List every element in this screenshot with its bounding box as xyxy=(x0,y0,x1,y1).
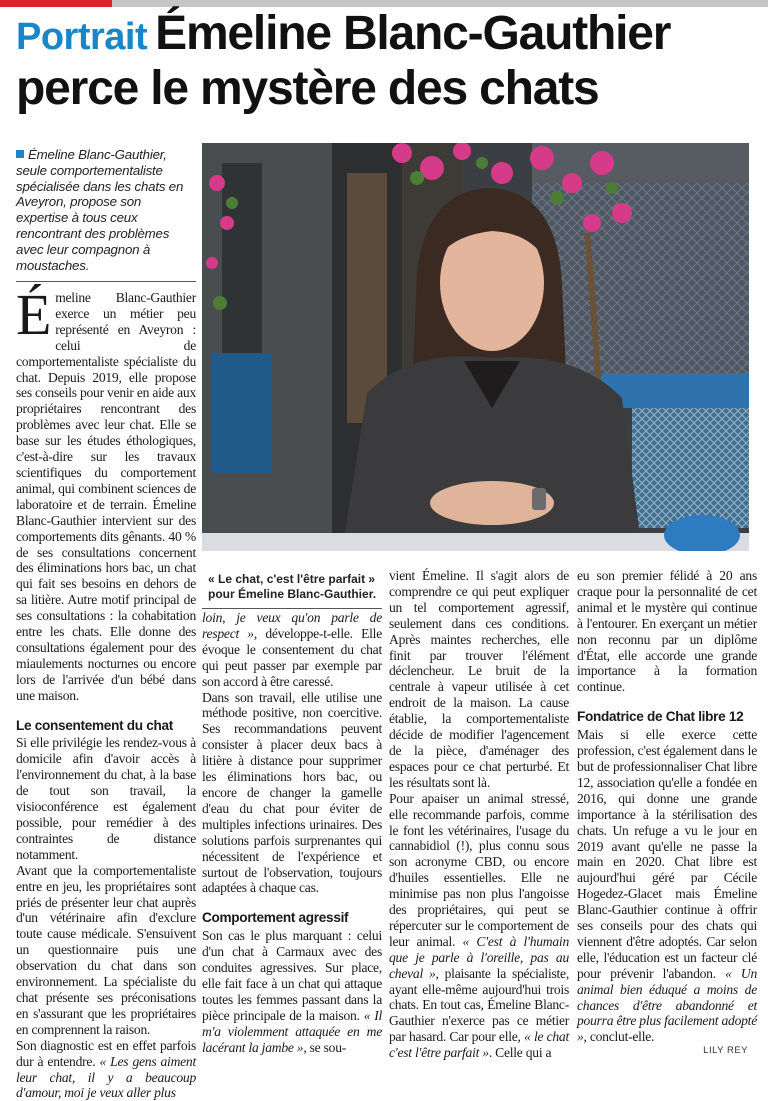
quote-text: « C'est à l'humain que je parle à l'oreille, pas au cheval » xyxy=(389,933,569,981)
paragraph xyxy=(16,1038,196,1101)
subheading-consent: Le consentement du chat xyxy=(16,717,174,733)
paragraph xyxy=(16,282,196,704)
subheading-founder: Fondatrice de Chat libre 12 xyxy=(577,709,744,725)
article-column-1 xyxy=(16,282,196,1101)
paragraph-text: , plaisante la spécialiste, ayant elle-même aujourd'hui trois chats. En tout cas, Émeline Blanc-Gauthier n'exerce pas ce métier par hasard. Car pour elle, xyxy=(389,965,569,1045)
headline-title: Émeline Blanc-Gauthier perce le mystère des chats xyxy=(16,7,671,115)
article-column-3 xyxy=(389,568,569,1061)
paragraph-text: Pour apaiser un animal stressé, elle recommande parfois, comme le font les vétérinaires, l'usage du cannabidiol (!), plus connu sous son acronyme CBD, ou encore d'huiles essentielles. Elle ne minimise pas non plus l'angoisse des propriétaires, qui peut se répercuter sur le comportement de leur animal. xyxy=(389,790,569,949)
quote-text: « Il m'a violemment attaquée en me lacérant la jambe » xyxy=(202,1007,383,1055)
paragraph: Dans son travail, elle utilise une méthode positive, non coercitive. Ses recommandations peuvent consister à placer deux bacs à litière à distance pour supprimer les éliminations hors bac, ou encore de changer la gamelle d'eau du chat pour éviter de multiples infections urinaires. Des solutions parfois surprenantes qui nécessitent de l'expérience et surtout de l'observation, toujours adaptées à chaque cas. xyxy=(202,689,382,896)
photo-caption: « Le chat, c'est l'être parfait » pour Émeline Blanc-Gauthier. xyxy=(208,572,377,601)
paragraph-text: Son diagnostic est en effet parfois dur à entendre. xyxy=(16,1037,196,1069)
headline-kicker: Portrait xyxy=(16,16,148,58)
intro-text: Émeline Blanc-Gauthier, seule comportementaliste spécialisée dans les chats en Aveyron, propose son expertise à tous ceux rencontrant des problèmes avec leur compagnon à moustaches. xyxy=(16,147,184,273)
article-column-2 xyxy=(202,610,382,1055)
paragraph: eu son premier félidé à 20 ans craque pour la personnalité de cet animal et le mystère qui continue à l'entourer. En exerçant un métier non reconnu par un diplôme d'État, elle accorde une grande importance à la formation continue. xyxy=(577,568,757,695)
paragraph-text: , conclut-elle. xyxy=(583,1029,655,1045)
paragraph: vient Émeline. Il s'agit alors de comprendre ce qui peut expliquer un tel comportement agressif, seulement dans ces conditions. Après maintes recherches, elle finit par trouver l'élément déclencheur. Le bruit de la centrale à vapeur utilisée à cet endroit de la maison. La cause établie, la comportementaliste décide de modifier l'agencement de la pièce, d'aménager des espaces pour ce chat perturbé. Et les résultats sont là. xyxy=(389,568,569,790)
quote-text: « Un animal bien éduqué a moins de chances d'être abandonné et pourra être plus facilement adopté » xyxy=(577,965,758,1045)
paragraph xyxy=(577,727,757,1045)
portrait-photo xyxy=(202,143,749,551)
paragraph-text: , se sou- xyxy=(303,1039,347,1055)
paragraph-text: meline Blanc-Gauthier exerce un métier peu représenté en Aveyron : celui de comportementaliste spécialiste du chat. Depuis 2019, elle propose ses conseils pour venir en aide aux propriétaires rencontrant des problèmes avec leur chat. Elle se base sur les études éthologiques, c'est-à-dire sur les travaux scientifiques du comportement animal, qui combinent sciences de laboratoire et de terrain. Émeline Blanc-Gauthier intervient sur des comportements dits gênants. 40 % de ses consultations concernent des éliminations hors bac, un chat qui fait ses besoins en dehors de sa litière. Autre motif principal de ses consultations : la cohabitation entre les chats. Elle donne des consultations également pour des miaulements nocturnes ou encore lors de l'arrivée d'un bébé dans une maison. xyxy=(16,290,196,703)
top-rule-accent xyxy=(0,0,112,7)
paragraph-text: . Celle qui a xyxy=(488,1045,552,1061)
paragraph xyxy=(389,791,569,1061)
quote-text: « le chat c'est l'être parfait » xyxy=(389,1029,570,1061)
quote-text: loin, je veux qu'on parle de respect » xyxy=(202,610,382,641)
subheading-aggressive: Comportement agressif xyxy=(202,910,349,926)
paragraph: Si elle privilégie les rendez-vous à domicile afin d'avoir accès à l'environnement du chat, à la base de tout son travail, la visioconférence est également possible, pour remédier à des contraintes de distance notamment. xyxy=(16,735,196,862)
paragraph: Avant que la comportementaliste entre en jeu, les propriétaires sont priés de présenter leur chat auprès d'un vétérinaire afin d'exclure toute cause médicale. S'ensuivent un questionnaire puis une observation du chat dans son environnement. La spécialiste du chat présente ses préconisations en s'assurant que les propriétaires en comprennent la raison. xyxy=(16,862,196,1037)
paragraph xyxy=(202,610,382,690)
quote-text: « Les gens aiment leur chat, il y a beaucoup d'amour, moi je veux aller plus xyxy=(16,1053,196,1101)
paragraph-text: Son cas le plus marquant : celui d'un chat à Carmaux avec des conduites agressives. Sur place, elle fait face à un chat qui attaque toutes les femmes passant dans la pièce principale de la maison. xyxy=(202,928,382,1023)
paragraph xyxy=(202,928,382,1055)
paragraph-text: , développe-t-elle. Elle évoque le consentement du chat qui peut passer par exemple par son accord à être caressé. xyxy=(202,625,382,689)
square-bullet-icon xyxy=(16,150,24,158)
paragraph-text: Mais si elle exerce cette profession, c'est également dans le but de professionnaliser Chat libre 12, association qu'elle a fondée en 2016, qui donne une grande importance à la stérilisation des chats. Un refuge a vu le jour en 2019 avant qu'elle ne passe la main en 2020. Chat libre est aujourd'hui géré par Cécile Hogedez-Glacet mais Émeline Blanc-Gauthier continue à offrir ses conseils pour des chats qui viennent d'être adoptés. Car selon elle, l'éducation est un facteur clé pour prévenir l'abandon. xyxy=(577,727,757,981)
drop-cap: É xyxy=(16,282,52,347)
byline: LILY REY xyxy=(703,1045,748,1056)
top-rule xyxy=(0,0,768,7)
headline xyxy=(16,8,761,115)
caption-divider xyxy=(202,608,382,609)
article-column-4 xyxy=(577,568,757,1045)
intro-lead xyxy=(16,147,196,273)
